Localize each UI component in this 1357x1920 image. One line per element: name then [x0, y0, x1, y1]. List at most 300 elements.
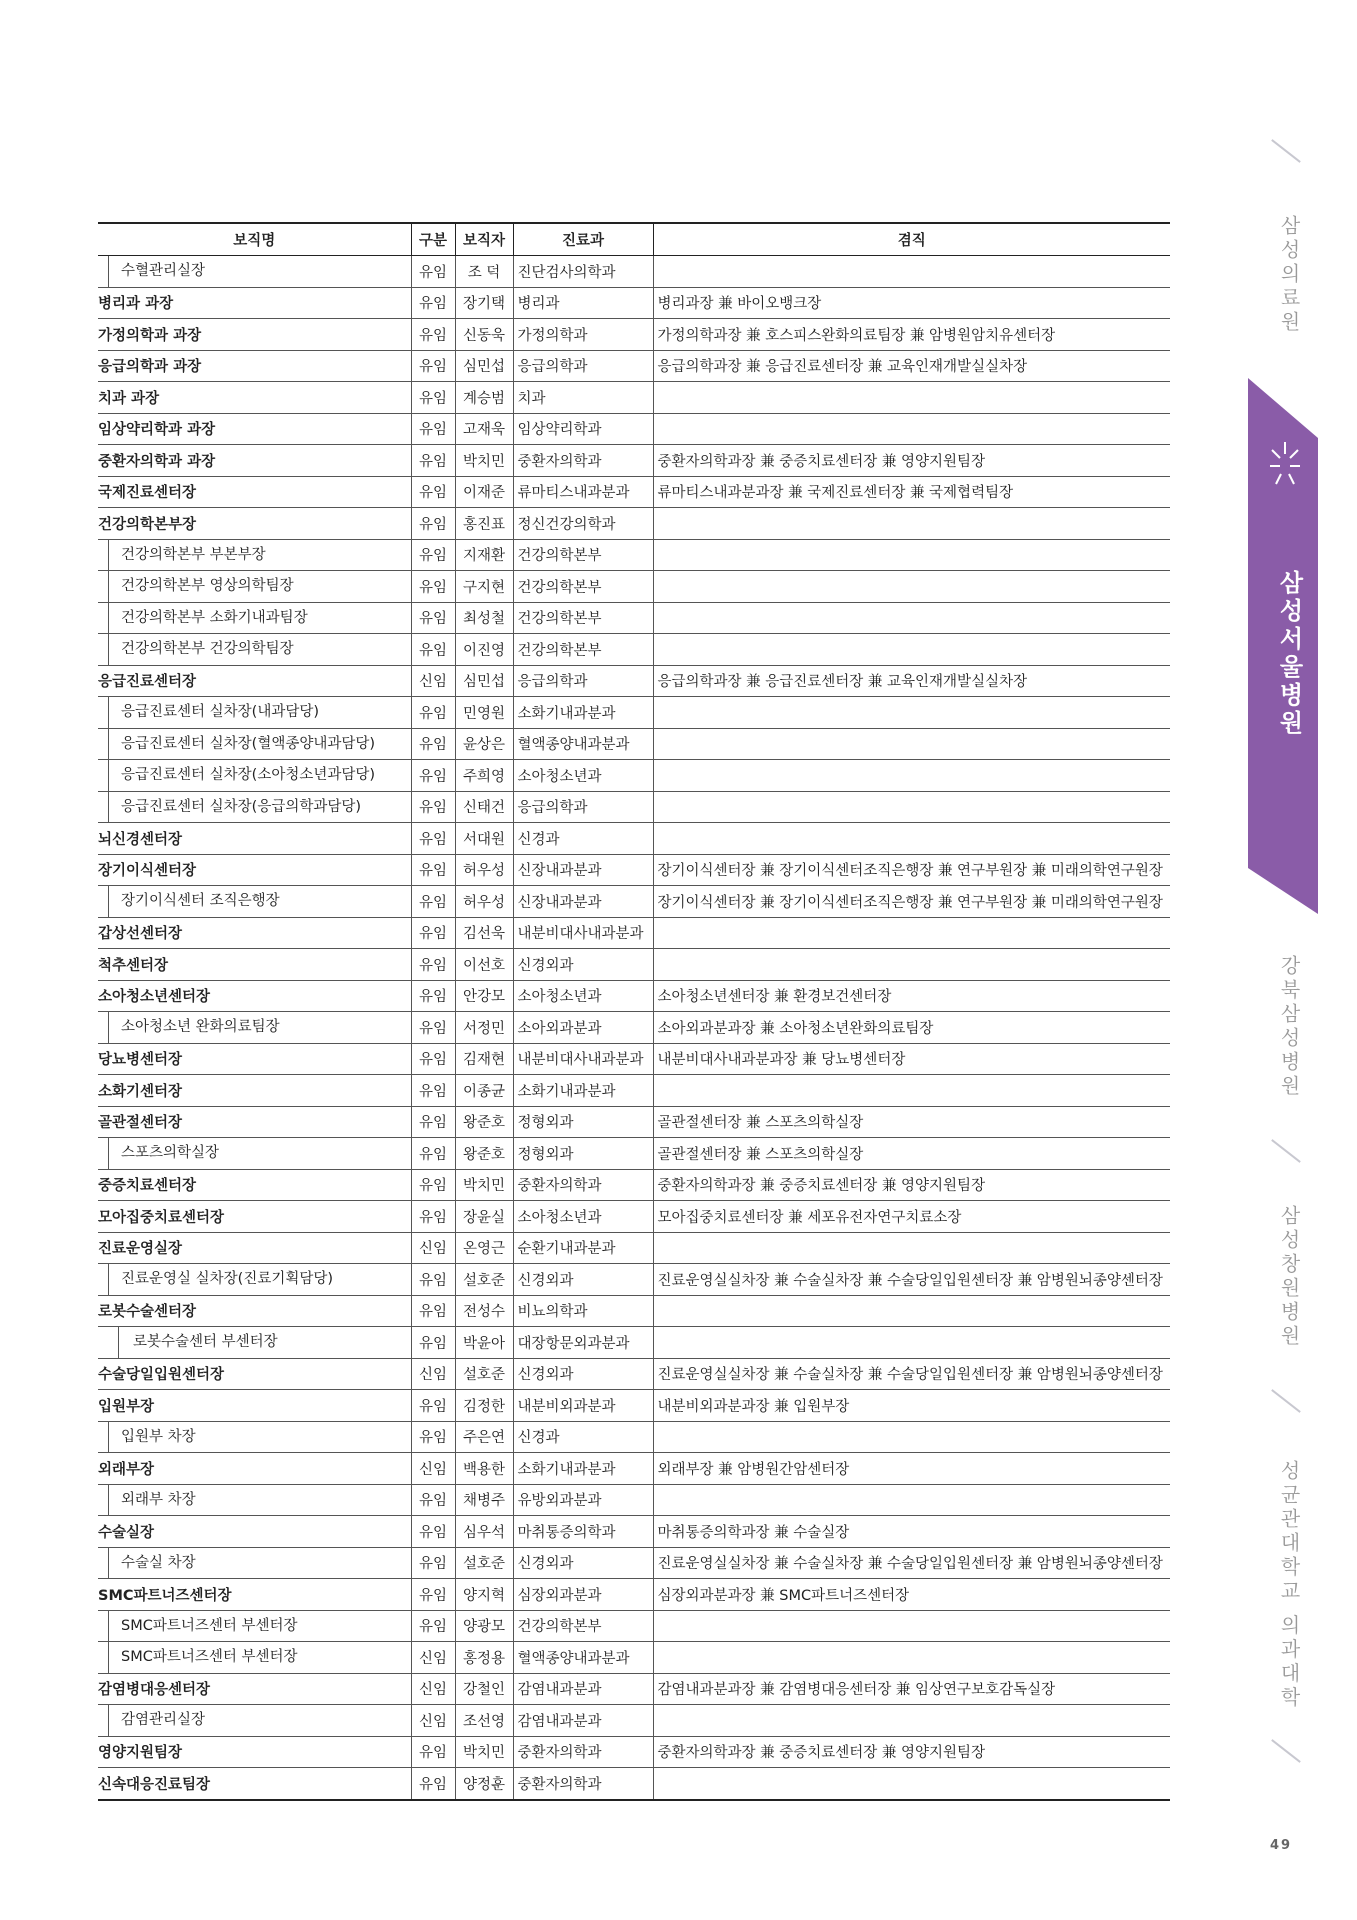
cell-department: 소아청소년과 [513, 760, 653, 792]
cell-person: 박윤아 [455, 1327, 513, 1359]
cell-type: 유임 [411, 508, 455, 540]
cell-concurrent: 중환자의학과장 兼 중증치료센터장 兼 영양지원팀장 [653, 1736, 1170, 1768]
divider-slash [1271, 139, 1301, 163]
table-row [98, 1264, 1170, 1296]
cell-person: 왕준호 [455, 1138, 513, 1170]
cell-department: 신경외과 [513, 1264, 653, 1296]
cell-type: 신임 [411, 1453, 455, 1485]
cell-department: 감염내과분과 [513, 1705, 653, 1737]
cell-department: 중환자의학과 [513, 1768, 653, 1800]
cell-concurrent: 병리과장 兼 바이오뱅크장 [653, 287, 1170, 319]
cell-department: 혈액종양내과분과 [513, 728, 653, 760]
cell-type: 유임 [411, 1043, 455, 1075]
table-row [98, 382, 1170, 414]
table-row [98, 823, 1170, 855]
position-label: 임상약리학과 과장 [98, 422, 216, 439]
cell-concurrent: 진료운영실실차장 兼 수술실차장 兼 수술당일입원센터장 兼 암병원뇌종양센터장 [653, 1264, 1170, 1296]
position-label: 진료운영실 실차장(진료기획담당) [108, 1264, 411, 1295]
cell-type: 유임 [411, 256, 455, 288]
cell-position [98, 1768, 411, 1800]
cell-position [98, 760, 411, 792]
cell-type: 유임 [411, 854, 455, 886]
position-label: 수술실 차장 [108, 1548, 411, 1579]
cell-concurrent: 중환자의학과장 兼 중증치료센터장 兼 영양지원팀장 [653, 445, 1170, 477]
cell-concurrent [653, 571, 1170, 603]
cell-person: 전성수 [455, 1295, 513, 1327]
cell-concurrent [653, 697, 1170, 729]
table-row [98, 413, 1170, 445]
cell-type: 유임 [411, 823, 455, 855]
table-row [98, 287, 1170, 319]
cell-type: 유임 [411, 1264, 455, 1296]
cell-person: 박치민 [455, 445, 513, 477]
position-label: 감염병대응센터장 [98, 1682, 211, 1699]
cell-position [98, 1232, 411, 1264]
cell-concurrent [653, 602, 1170, 634]
cell-position [98, 1610, 411, 1642]
cell-person: 백용한 [455, 1453, 513, 1485]
position-label: 응급의학과 과장 [98, 359, 202, 376]
cell-department: 중환자의학과 [513, 1736, 653, 1768]
cell-person: 윤상은 [455, 728, 513, 760]
cell-department: 신경외과 [513, 1358, 653, 1390]
cell-department: 정형외과 [513, 1138, 653, 1170]
cell-person: 주희영 [455, 760, 513, 792]
cell-type: 유임 [411, 1768, 455, 1800]
table-row [98, 1106, 1170, 1138]
cell-concurrent: 소아외과분과장 兼 소아청소년완화의료팀장 [653, 1012, 1170, 1044]
table-row [98, 728, 1170, 760]
cell-concurrent [653, 1327, 1170, 1359]
position-label: 건강의학본부 소화기내과팀장 [108, 603, 411, 634]
cell-position [98, 980, 411, 1012]
header-type: 구분 [411, 223, 455, 256]
cell-department: 감염내과분과 [513, 1673, 653, 1705]
table-row [98, 1642, 1170, 1674]
position-label: 응급진료센터 실차장(소아청소년과담당) [108, 760, 411, 791]
cell-concurrent: 골관절센터장 兼 스포츠의학실장 [653, 1106, 1170, 1138]
cell-person: 신동욱 [455, 319, 513, 351]
cell-person: 안강모 [455, 980, 513, 1012]
cell-position [98, 602, 411, 634]
position-label: 장기이식센터장 [98, 863, 197, 880]
cell-position [98, 728, 411, 760]
cell-department: 응급의학과 [513, 350, 653, 382]
table-row [98, 1579, 1170, 1611]
table-row [98, 854, 1170, 886]
cell-person: 홍정용 [455, 1642, 513, 1674]
cell-type: 유임 [411, 445, 455, 477]
table-row [98, 602, 1170, 634]
table-row [98, 791, 1170, 823]
cell-person: 왕준호 [455, 1106, 513, 1138]
position-label: SMC파트너즈센터 부센터장 [108, 1611, 411, 1642]
cell-type: 유임 [411, 1736, 455, 1768]
cell-position [98, 1547, 411, 1579]
cell-person: 주은연 [455, 1421, 513, 1453]
cell-person: 서정민 [455, 1012, 513, 1044]
cell-position [98, 382, 411, 414]
position-label: 골관절센터장 [98, 1115, 183, 1132]
cell-person: 조 덕 [455, 256, 513, 288]
table-row [98, 949, 1170, 981]
cell-person: 서대원 [455, 823, 513, 855]
cell-department: 건강의학본부 [513, 539, 653, 571]
cell-department: 신장내과분과 [513, 854, 653, 886]
table-row [98, 508, 1170, 540]
cell-concurrent: 류마티스내과분과장 兼 국제진료센터장 兼 국제협력팀장 [653, 476, 1170, 508]
position-label: 소아청소년센터장 [98, 989, 211, 1006]
table-row [98, 1736, 1170, 1768]
position-label: 치과 과장 [98, 390, 160, 407]
cell-person: 허우성 [455, 854, 513, 886]
cell-concurrent: 골관절센터장 兼 스포츠의학실장 [653, 1138, 1170, 1170]
cell-department: 신경외과 [513, 1547, 653, 1579]
cell-type: 유임 [411, 697, 455, 729]
cell-position [98, 1138, 411, 1170]
cell-type: 신임 [411, 1705, 455, 1737]
roster-table [98, 222, 1170, 1801]
cell-department: 치과 [513, 382, 653, 414]
table-row [98, 1075, 1170, 1107]
cell-person: 설호준 [455, 1358, 513, 1390]
cell-position [98, 1579, 411, 1611]
cell-type: 유임 [411, 1516, 455, 1548]
cell-concurrent [653, 791, 1170, 823]
cell-concurrent: 진료운영실실차장 兼 수술실차장 兼 수술당일입원센터장 兼 암병원뇌종양센터장 [653, 1547, 1170, 1579]
header-department: 진료과 [513, 223, 653, 256]
cell-concurrent [653, 1232, 1170, 1264]
cell-type: 신임 [411, 1642, 455, 1674]
table-header-row [98, 223, 1170, 256]
side-nav-item-skku-medicine: 성균관대학교 의과대학 [1277, 1460, 1301, 1711]
table-row [98, 1012, 1170, 1044]
divider-slash [1271, 1389, 1301, 1413]
table-row [98, 980, 1170, 1012]
cell-department: 정신건강의학과 [513, 508, 653, 540]
cell-position [98, 1673, 411, 1705]
position-label: 로봇수술센터장 [98, 1304, 197, 1321]
cell-position [98, 1201, 411, 1233]
cell-position [98, 697, 411, 729]
cell-department: 순환기내과분과 [513, 1232, 653, 1264]
cell-type: 신임 [411, 1358, 455, 1390]
cell-type: 유임 [411, 413, 455, 445]
cell-position [98, 1295, 411, 1327]
position-label: 영양지원팀장 [98, 1745, 183, 1762]
cell-position [98, 1169, 411, 1201]
cell-department: 건강의학본부 [513, 634, 653, 666]
position-label: 수술당일입원센터장 [98, 1367, 225, 1384]
cell-department: 가정의학과 [513, 319, 653, 351]
cell-type: 신임 [411, 665, 455, 697]
cell-concurrent [653, 1295, 1170, 1327]
cell-concurrent [653, 413, 1170, 445]
position-label: 척추센터장 [98, 957, 169, 974]
cell-type: 유임 [411, 1390, 455, 1422]
cell-person: 신태건 [455, 791, 513, 823]
cell-position [98, 476, 411, 508]
table-row [98, 917, 1170, 949]
cell-type: 신임 [411, 1673, 455, 1705]
cell-concurrent [653, 1705, 1170, 1737]
table-row [98, 256, 1170, 288]
table-row [98, 697, 1170, 729]
position-label: 건강의학본부 부본부장 [108, 540, 411, 571]
cell-department: 혈액종양내과분과 [513, 1642, 653, 1674]
cell-type: 신임 [411, 1232, 455, 1264]
table-row [98, 1453, 1170, 1485]
cell-department: 내분비대사내과분과 [513, 1043, 653, 1075]
position-label: 국제진료센터장 [98, 485, 197, 502]
cell-person: 양광모 [455, 1610, 513, 1642]
cell-type: 유임 [411, 634, 455, 666]
cell-concurrent: 내분비대사내과분과장 兼 당뇨병센터장 [653, 1043, 1170, 1075]
cell-department: 류마티스내과분과 [513, 476, 653, 508]
cell-person: 심민섭 [455, 665, 513, 697]
cell-department: 정형외과 [513, 1106, 653, 1138]
table-row [98, 476, 1170, 508]
cell-person: 지재환 [455, 539, 513, 571]
cell-concurrent: 감염내과분과장 兼 감염병대응센터장 兼 임상연구보호감독실장 [653, 1673, 1170, 1705]
position-label: 모아집중치료센터장 [98, 1209, 225, 1226]
cell-concurrent [653, 508, 1170, 540]
table-row [98, 319, 1170, 351]
table-row [98, 445, 1170, 477]
cell-person: 양지혁 [455, 1579, 513, 1611]
cell-position [98, 1516, 411, 1548]
cell-person: 양정훈 [455, 1768, 513, 1800]
cell-type: 유임 [411, 1421, 455, 1453]
roster-body [98, 256, 1170, 1800]
position-label: 신속대응진료팀장 [98, 1776, 211, 1793]
cell-position [98, 1642, 411, 1674]
cell-concurrent: 모아집중치료센터장 兼 세포유전자연구치료소장 [653, 1201, 1170, 1233]
cell-position [98, 319, 411, 351]
cell-concurrent [653, 634, 1170, 666]
cell-type: 유임 [411, 760, 455, 792]
cell-position [98, 791, 411, 823]
cell-department: 건강의학본부 [513, 571, 653, 603]
position-label: 응급진료센터 실차장(내과담당) [108, 697, 411, 728]
cell-concurrent: 응급의학과장 兼 응급진료센터장 兼 교육인재개발실실차장 [653, 665, 1170, 697]
position-label: SMC파트너즈센터 부센터장 [108, 1642, 411, 1673]
cell-concurrent [653, 1421, 1170, 1453]
cell-position [98, 287, 411, 319]
position-label: 가정의학과 과장 [98, 327, 202, 344]
position-label: 갑상선센터장 [98, 926, 183, 943]
cell-department: 대장항문외과분과 [513, 1327, 653, 1359]
position-label: 입원부장 [98, 1398, 155, 1415]
cell-position [98, 886, 411, 918]
position-label: 건강의학본부장 [98, 516, 197, 533]
header-concurrent: 겸직 [653, 223, 1170, 256]
cell-position [98, 508, 411, 540]
cell-person: 심민섭 [455, 350, 513, 382]
cell-type: 유임 [411, 287, 455, 319]
spark-icon [1268, 440, 1302, 490]
cell-person: 이진영 [455, 634, 513, 666]
cell-department: 내분비외과분과 [513, 1390, 653, 1422]
cell-person: 이선호 [455, 949, 513, 981]
cell-concurrent [653, 1484, 1170, 1516]
cell-type: 유임 [411, 1547, 455, 1579]
cell-type: 유임 [411, 1106, 455, 1138]
cell-department: 병리과 [513, 287, 653, 319]
cell-type: 유임 [411, 1075, 455, 1107]
divider-slash [1271, 1739, 1301, 1763]
position-label: 진료운영실장 [98, 1241, 183, 1258]
cell-position [98, 445, 411, 477]
cell-concurrent: 응급의학과장 兼 응급진료센터장 兼 교육인재개발실실차장 [653, 350, 1170, 382]
cell-person: 장윤실 [455, 1201, 513, 1233]
cell-type: 유임 [411, 1201, 455, 1233]
cell-position [98, 634, 411, 666]
cell-department: 유방외과분과 [513, 1484, 653, 1516]
cell-concurrent [653, 823, 1170, 855]
cell-position [98, 1106, 411, 1138]
cell-concurrent [653, 1075, 1170, 1107]
cell-type: 유임 [411, 886, 455, 918]
cell-department: 소화기내과분과 [513, 697, 653, 729]
cell-department: 비뇨의학과 [513, 1295, 653, 1327]
cell-position [98, 1484, 411, 1516]
cell-person: 홍진표 [455, 508, 513, 540]
position-label: 외래부장 [98, 1461, 155, 1478]
position-label: 외래부 차장 [108, 1485, 411, 1516]
cell-concurrent [653, 1768, 1170, 1800]
table-row [98, 886, 1170, 918]
cell-type: 유임 [411, 319, 455, 351]
position-label: 소화기센터장 [98, 1083, 183, 1100]
position-label: 로봇수술센터 부센터장 [118, 1327, 411, 1358]
cell-department: 신경과 [513, 823, 653, 855]
table-row [98, 1358, 1170, 1390]
position-label: 당뇨병센터장 [98, 1052, 183, 1069]
cell-concurrent: 중환자의학과장 兼 중증치료센터장 兼 영양지원팀장 [653, 1169, 1170, 1201]
cell-position [98, 949, 411, 981]
position-label: 뇌신경센터장 [98, 831, 183, 848]
cell-person: 박치민 [455, 1169, 513, 1201]
cell-person: 박치민 [455, 1736, 513, 1768]
table-row [98, 539, 1170, 571]
cell-person: 장기택 [455, 287, 513, 319]
cell-person: 허우성 [455, 886, 513, 918]
cell-type: 유임 [411, 571, 455, 603]
position-label: 병리과 과장 [98, 296, 174, 313]
table-row [98, 1295, 1170, 1327]
cell-concurrent: 가정의학과장 兼 호스피스완화의료팀장 兼 암병원암치유센터장 [653, 319, 1170, 351]
cell-department: 응급의학과 [513, 791, 653, 823]
side-nav-item-samsung-seoul: 삼성서울병원 [1275, 570, 1303, 738]
position-label: 감염관리실장 [108, 1705, 411, 1736]
cell-concurrent [653, 382, 1170, 414]
cell-department: 내분비대사내과분과 [513, 917, 653, 949]
cell-type: 유임 [411, 602, 455, 634]
cell-position [98, 1453, 411, 1485]
position-label: 응급진료센터장 [98, 674, 197, 691]
cell-department: 심장외과분과 [513, 1579, 653, 1611]
cell-department: 응급의학과 [513, 665, 653, 697]
cell-person: 조선영 [455, 1705, 513, 1737]
cell-person: 김정한 [455, 1390, 513, 1422]
position-label: 응급진료센터 실차장(응급의학과담당) [108, 792, 411, 823]
cell-type: 유임 [411, 382, 455, 414]
cell-department: 건강의학본부 [513, 602, 653, 634]
table-row [98, 1610, 1170, 1642]
cell-concurrent [653, 917, 1170, 949]
cell-position [98, 1421, 411, 1453]
table-row [98, 571, 1170, 603]
cell-department: 진단검사의학과 [513, 256, 653, 288]
cell-department: 소아청소년과 [513, 1201, 653, 1233]
cell-position [98, 665, 411, 697]
position-label: 소아청소년 완화의료팀장 [108, 1012, 411, 1043]
cell-department: 신장내과분과 [513, 886, 653, 918]
cell-department: 소화기내과분과 [513, 1075, 653, 1107]
divider-slash [1271, 1139, 1301, 1163]
table-row [98, 665, 1170, 697]
table-row [98, 1421, 1170, 1453]
table-row [98, 350, 1170, 382]
cell-concurrent [653, 949, 1170, 981]
cell-concurrent [653, 1642, 1170, 1674]
header-position: 보직명 [98, 223, 411, 256]
table-row [98, 634, 1170, 666]
cell-position [98, 256, 411, 288]
cell-concurrent: 내분비외과분과장 兼 입원부장 [653, 1390, 1170, 1422]
cell-person: 민영원 [455, 697, 513, 729]
table-row [98, 1768, 1170, 1800]
cell-type: 유임 [411, 949, 455, 981]
table-row [98, 760, 1170, 792]
cell-department: 임상약리학과 [513, 413, 653, 445]
cell-person: 구지현 [455, 571, 513, 603]
position-label: 응급진료센터 실차장(혈액종양내과담당) [108, 729, 411, 760]
cell-concurrent: 심장외과분과장 兼 SMC파트너즈센터장 [653, 1579, 1170, 1611]
position-label: 중환자의학과 과장 [98, 453, 216, 470]
cell-type: 유임 [411, 1138, 455, 1170]
cell-type: 유임 [411, 476, 455, 508]
cell-concurrent: 소아청소년센터장 兼 환경보건센터장 [653, 980, 1170, 1012]
table-row [98, 1484, 1170, 1516]
cell-person: 채병주 [455, 1484, 513, 1516]
cell-department: 신경외과 [513, 949, 653, 981]
cell-person: 이종균 [455, 1075, 513, 1107]
cell-concurrent: 장기이식센터장 兼 장기이식센터조직은행장 兼 연구부원장 兼 미래의학연구원장 [653, 854, 1170, 886]
cell-department: 소화기내과분과 [513, 1453, 653, 1485]
cell-person: 강철인 [455, 1673, 513, 1705]
cell-department: 소아청소년과 [513, 980, 653, 1012]
position-label: 건강의학본부 건강의학팀장 [108, 634, 411, 665]
cell-concurrent [653, 539, 1170, 571]
cell-position [98, 539, 411, 571]
cell-position [98, 1012, 411, 1044]
cell-department: 건강의학본부 [513, 1610, 653, 1642]
cell-department: 중환자의학과 [513, 1169, 653, 1201]
cell-concurrent: 장기이식센터장 兼 장기이식센터조직은행장 兼 연구부원장 兼 미래의학연구원장 [653, 886, 1170, 918]
cell-concurrent [653, 760, 1170, 792]
cell-position [98, 1390, 411, 1422]
cell-type: 유임 [411, 1169, 455, 1201]
table-row [98, 1232, 1170, 1264]
position-label: 건강의학본부 영상의학팀장 [108, 571, 411, 602]
table-row [98, 1169, 1170, 1201]
side-nav-item-samsung-changwon: 삼성창원병원 [1277, 1205, 1301, 1349]
cell-person: 이재준 [455, 476, 513, 508]
roster-table-container [98, 222, 1170, 1801]
cell-person: 심우석 [455, 1516, 513, 1548]
